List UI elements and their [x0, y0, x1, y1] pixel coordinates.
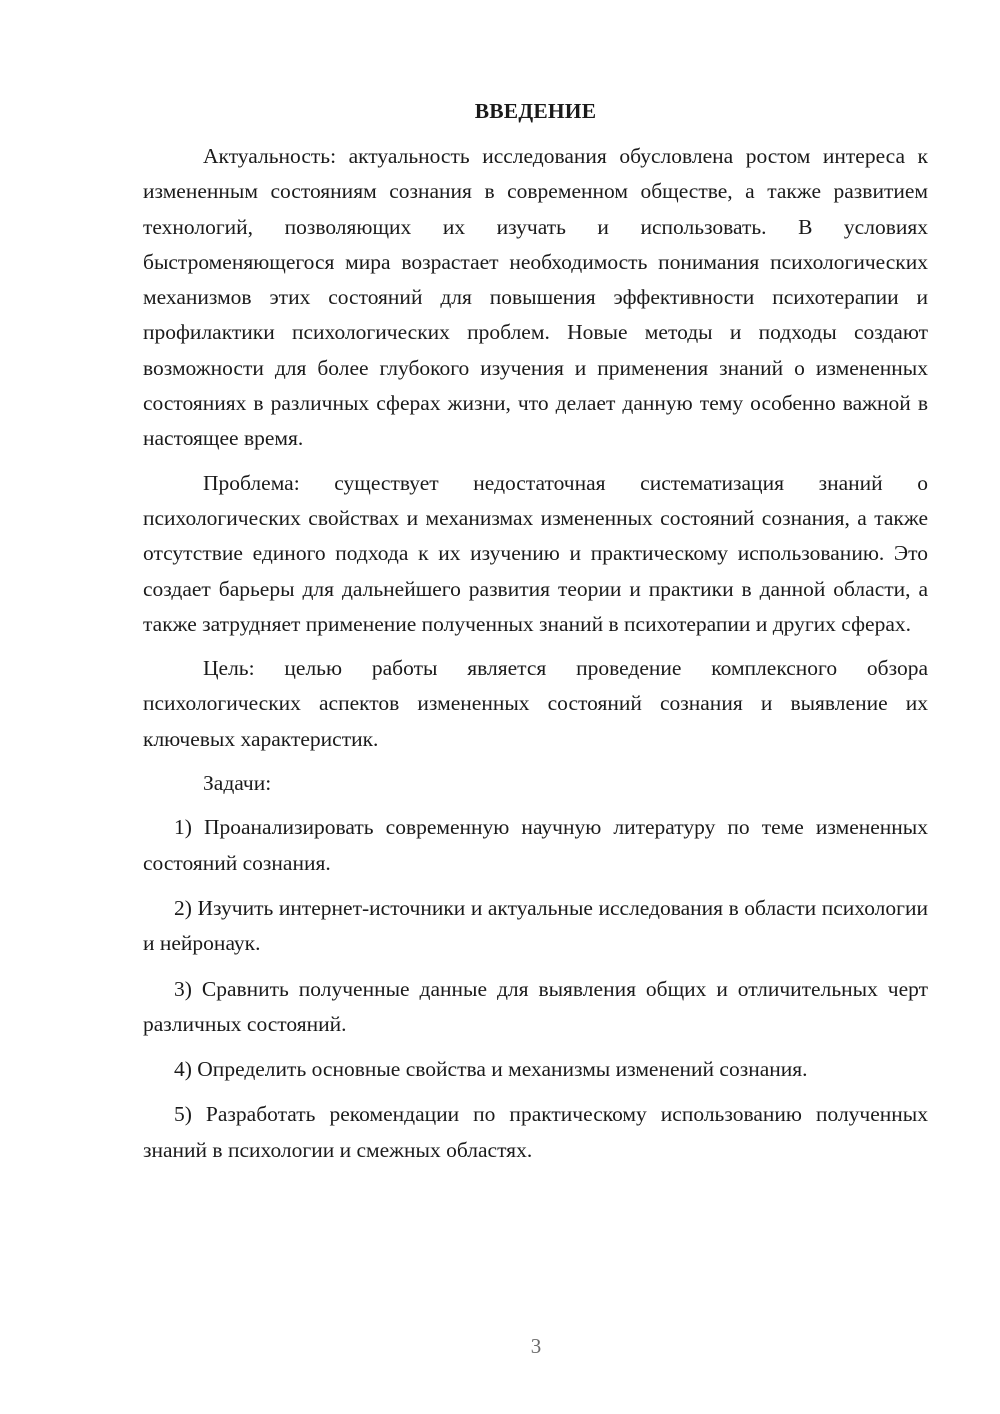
task-item: 4) Определить основные свойства и механизмы изменений сознания. — [174, 1057, 808, 1082]
task-item: 3) Сравнить полученные данные для выявления общих и отличительных черт различных состояний. — [143, 976, 928, 1036]
paragraph-goal: Цель: целью работы является проведение комплексного обзора психологических аспектов измененных состояний сознания и выявление их ключевых характеристик. — [143, 656, 928, 751]
tasks-heading: Задачи: — [203, 771, 272, 796]
page-content — [143, 94, 928, 1178]
page-number: 3 — [530, 1334, 542, 1358]
paragraph-problem: Проблема: существует недостаточная систематизация знаний о психологических свойствах и механизмах измененных состояний сознания, а также отсутствие единого подхода к их изучению и практическому использованию. Это создает барьеры для дальнейшего развития теории и практики в данной области, а также затрудняет применение полученных знаний в психотерапии и других сферах. — [143, 470, 928, 636]
paragraph-relevance: Актуальность: актуальность исследования обусловлена ростом интереса к измененным состояниям сознания в современном обществе, а также развитием технологий, позволяющих их изучать и использовать. В условиях быстроменяющегося мира возрастает необходимость понимания психологических механизмов этих состояний для повышения эффективности психотерапии и профилактики психологических проблем. Новые методы и подходы создают возможности для более глубокого изучения и применения знаний о измененных состояниях в различных сферах жизни, что делает данную тему особенно важной в настоящее время. — [143, 144, 928, 451]
task-item: 2) Изучить интернет-источники и актуальные исследования в области психологии и нейронаук. — [143, 895, 928, 956]
task-item: 1) Проанализировать современную научную литературу по теме измененных состояний сознания. — [143, 815, 928, 875]
task-item: 5) Разработать рекомендации по практическому использованию полученных знаний в психологии и смежных областях. — [143, 1102, 928, 1162]
section-title: ВВЕДЕНИЕ — [474, 99, 597, 123]
tasks-list — [143, 810, 928, 1168]
